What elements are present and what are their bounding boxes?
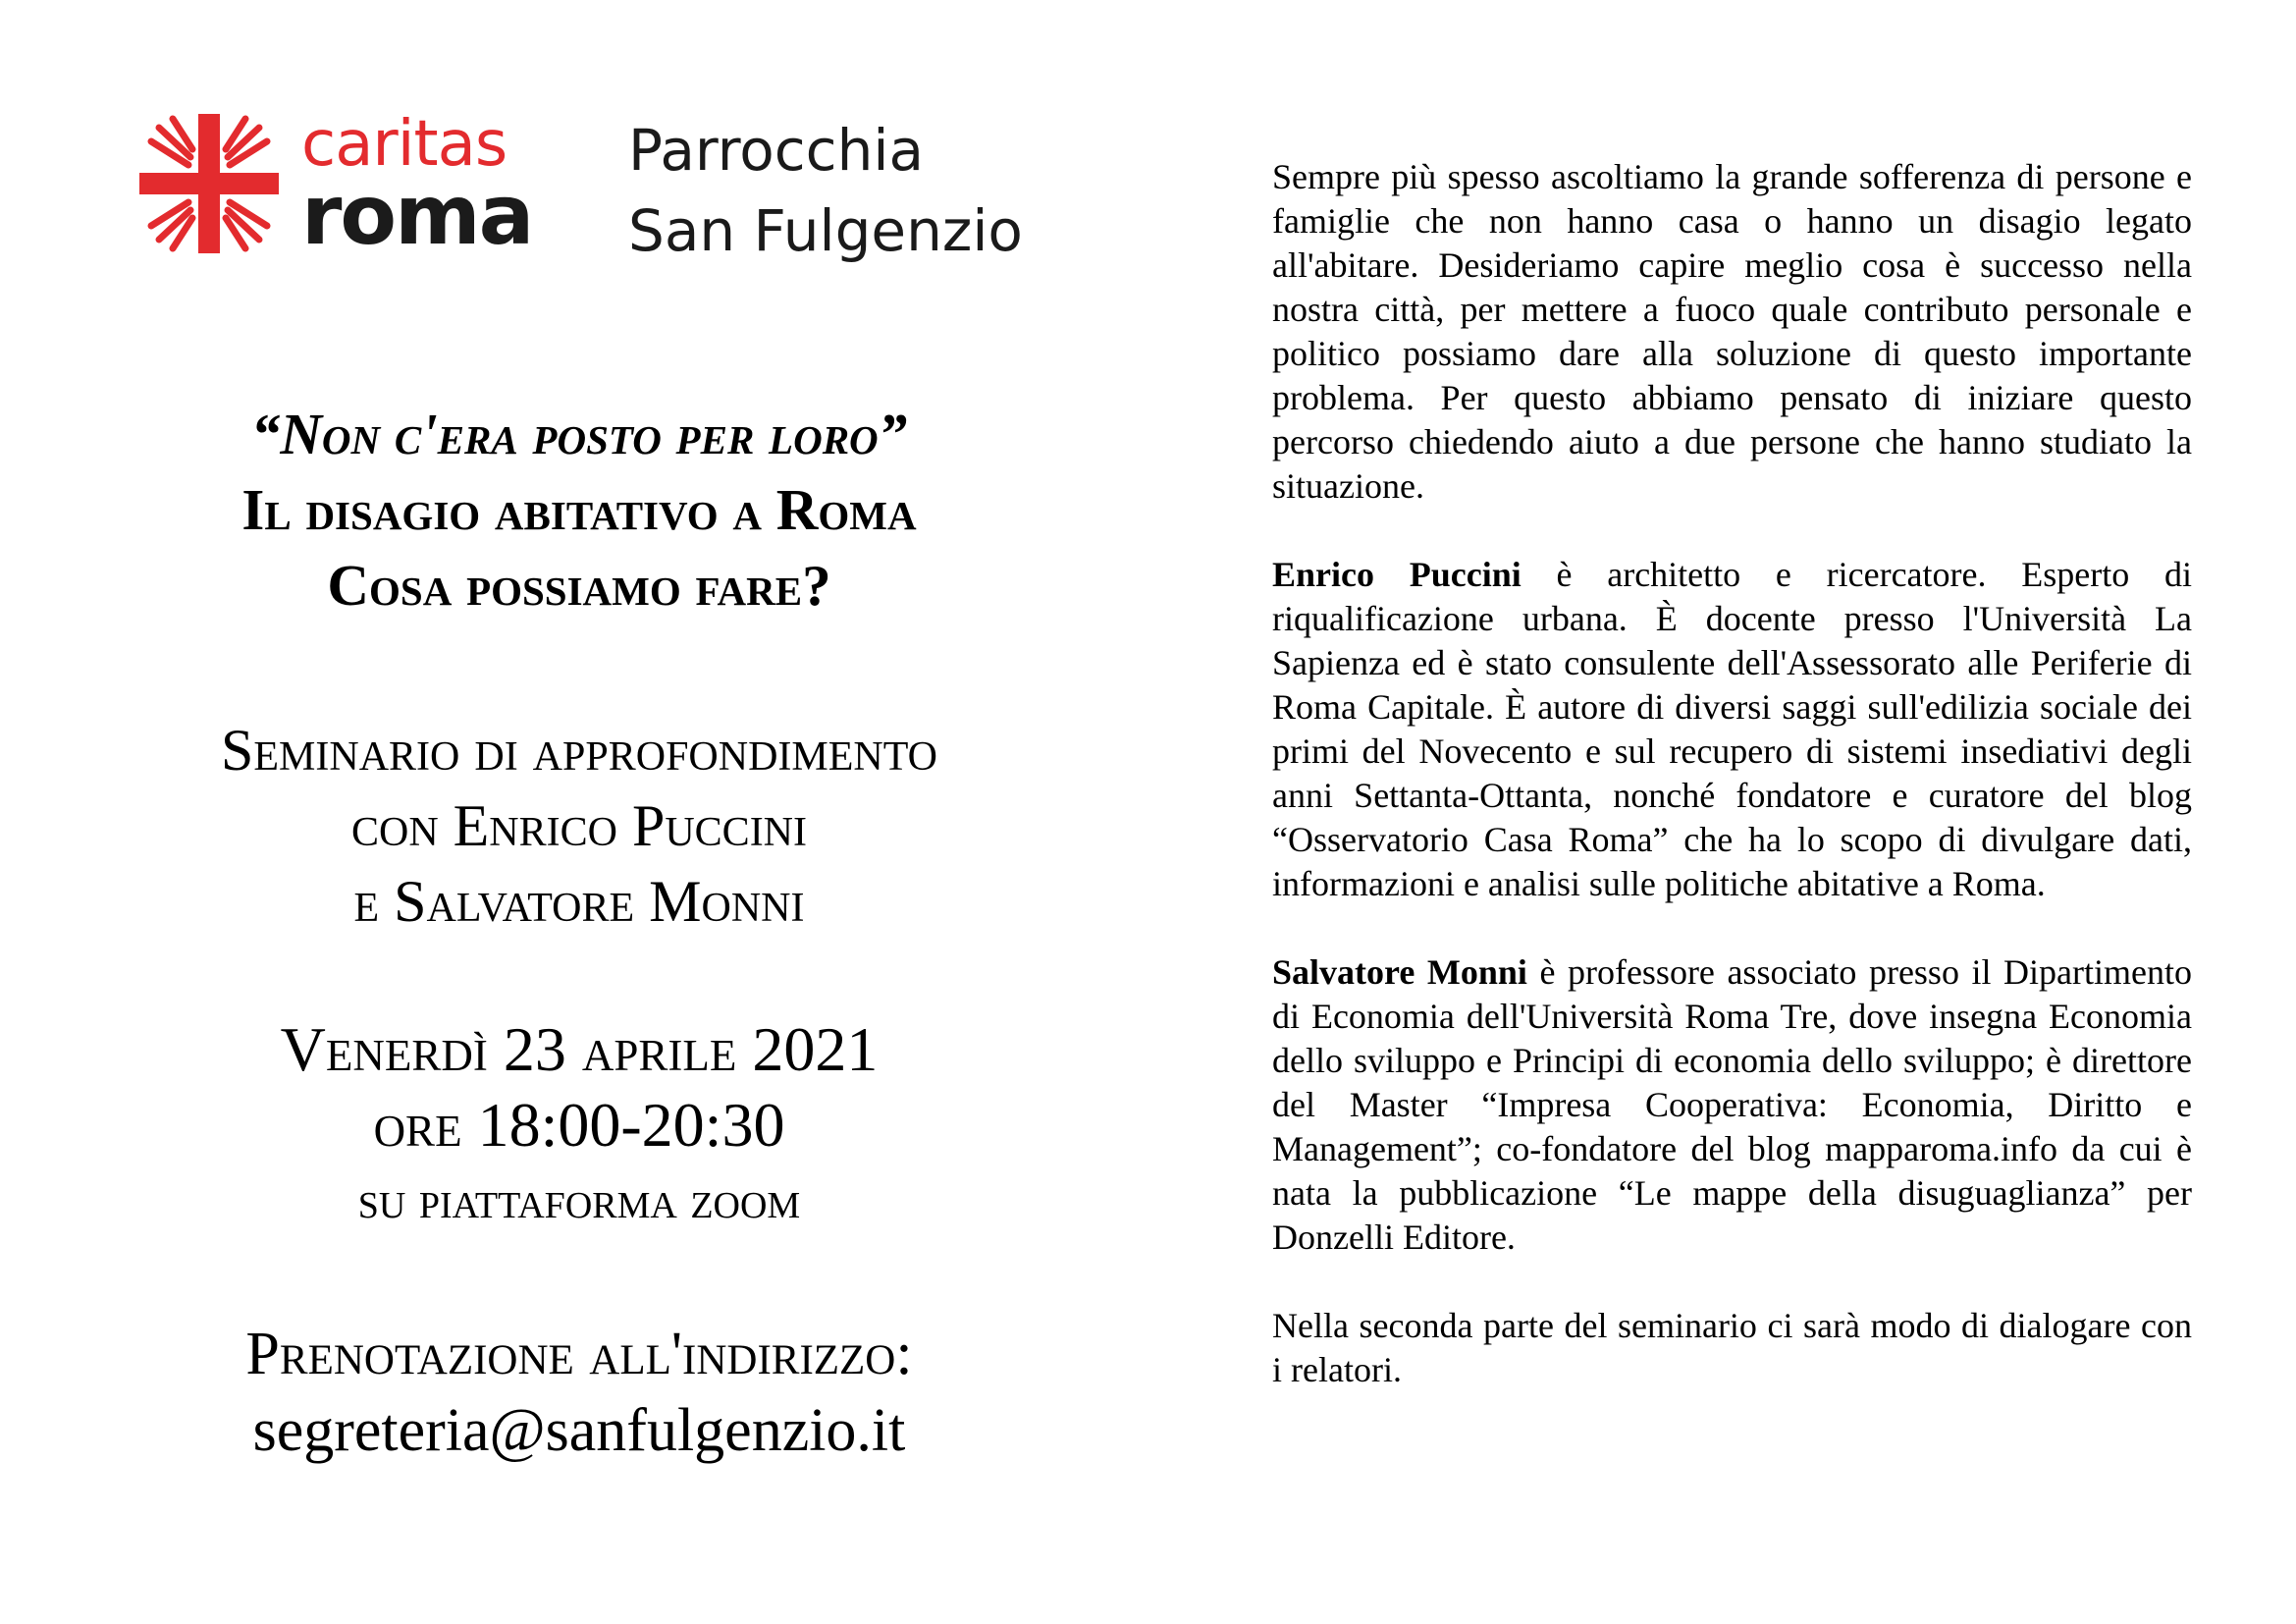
puccini-name: Enrico Puccini: [1272, 555, 1522, 594]
booking-email[interactable]: segreteria@sanfulgenzio.it: [252, 1397, 906, 1464]
closing-paragraph: Nella seconda parte del seminario ci sarà modo di dialogare con i relatori.: [1272, 1306, 2192, 1389]
seminar-line-2: con Enrico Puccini: [350, 793, 808, 858]
date-platform: su piattaforma zoom: [357, 1170, 801, 1229]
monni-paragraph: [1272, 950, 2192, 1260]
title-question: Cosa possiamo fare?: [327, 553, 831, 618]
date-day: Venerdì 23 aprile 2021: [280, 1014, 879, 1084]
caritas-roma-logo: [139, 108, 533, 263]
seminar-info: [108, 713, 1050, 940]
seminar-line-1: Seminario di approfondimento: [221, 718, 937, 783]
event-date: [108, 1011, 1050, 1238]
parish-line-1: Parrocchia: [628, 117, 924, 184]
parish-line-2: San Fulgenzio: [628, 197, 1023, 264]
title-subject: Il disagio abitativo a Roma: [241, 477, 917, 542]
intro-paragraph: Sempre più spesso ascoltiamo la grande sofferenza di persone e famiglie che non hanno casa o hanno un disagio legato all'abitare. Desideriamo capire meglio cosa è successo nella nostra città, per mettere a fuoco quale contributo personale e politico possiamo dare alla soluzione di questo importante problema. Per questo abbiamo pensato di iniziare questo percorso chiedendo aiuto a due persone che hanno studiato la situazione.: [1272, 157, 2192, 506]
monni-bio: è professore associato presso il Dipartimento di Economia dell'Università Roma Tre, dove insegna Economia dello sviluppo e Principi di economia dello sviluppo; è direttore del Master “Impresa Cooperativa: Economia, Diritto e Management”; co-fondatore del blog mapparoma.info da cui è nata la pubblicazione “Le mappe della disuguaglianza” per Donzelli Editore.: [1272, 952, 2192, 1257]
puccini-bio: è architetto e ricercatore. Esperto di riqualificazione urbana. È docente presso l'Università La Sapienza ed è stato consulente dell'Assessorato alle Periferie di Roma Capitale. È autore di diversi saggi sull'edilizia sociale dei primi del Novecento e sul recupero di sistemi insediativi degli anni Settanta-Ottanta, nonché fondatore e curatore del blog “Osservatorio Casa Roma” che ha lo scopo di divulgare dati, informazioni e analisi sulle politiche abitative a Roma.: [1272, 555, 2192, 903]
logo-caritas-text: caritas: [301, 108, 507, 181]
puccini-paragraph: [1272, 553, 2192, 906]
event-title: [108, 397, 1050, 623]
booking-label: Prenotazione all'indirizzo:: [245, 1321, 913, 1387]
title-quote: “Non c'era posto per loro”: [250, 402, 908, 466]
parish-name: [628, 110, 1023, 271]
description-column: [1272, 155, 2192, 1436]
monni-name: Salvatore Monni: [1272, 952, 1527, 992]
date-time: ore 18:00-20:30: [373, 1090, 785, 1160]
caritas-cross-icon: [139, 114, 279, 253]
logo-roma-text: roma: [301, 167, 533, 263]
seminar-line-3: e Salvatore Monni: [353, 869, 805, 934]
booking-info: [108, 1316, 1050, 1469]
